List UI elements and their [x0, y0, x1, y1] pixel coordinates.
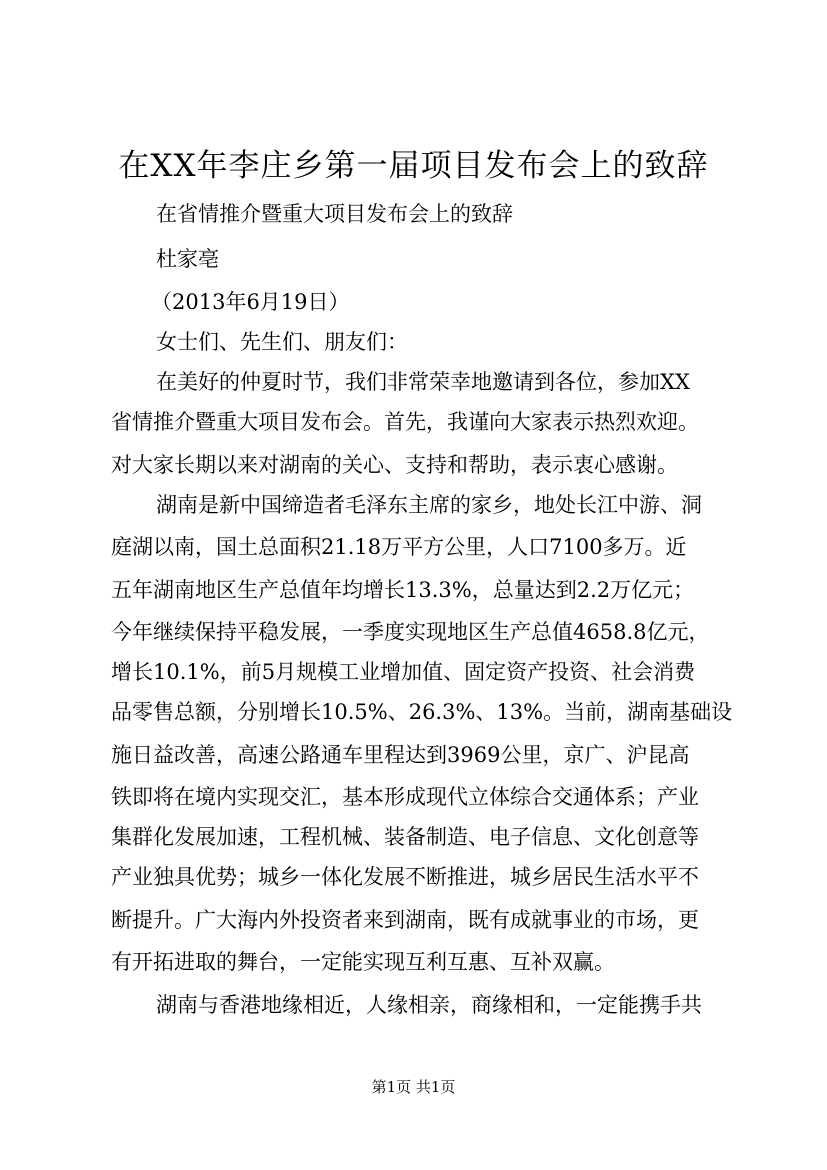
- paragraph-line: 今年继续保持平稳发展，一季度实现地区生产总值4658.8亿元，: [111, 620, 710, 644]
- paragraph-line: 在美好的仲夏时节，我们非常荣幸地邀请到各位，参加XX: [156, 370, 690, 394]
- paragraph-line: 集群化发展加速，工程机械、装备制造、电子信息、文化创意等: [111, 825, 699, 849]
- paragraph-line: 五年湖南地区生产总值年均增长13.3%，总量达到2.2万亿元；: [111, 578, 695, 602]
- author: 杜家亳: [156, 247, 219, 271]
- page-number: 第1页 共1页: [371, 1078, 456, 1096]
- paragraph-line: 庭湖以南，国土总面积21.18万平方公里，人口7100多万。近: [111, 535, 687, 559]
- paragraph-line: 施日益改善，高速公路通车里程达到3969公里，京广、沪昆高: [111, 743, 690, 767]
- paragraph-line: 湖南与香港地缘相近，人缘相亲，商缘相和，一定能携手共: [156, 993, 702, 1017]
- paragraph-line: 有开拓进取的舞台，一定能实现互利互惠、互补双赢。: [111, 950, 615, 974]
- paragraph-line: 产业独具优势；城乡一体化发展不断推进，城乡居民生活水平不: [111, 865, 699, 889]
- paragraph-line: 湖南是新中国缔造者毛泽东主席的家乡，地处长江中游、洞: [156, 493, 702, 517]
- salutation: 女士们、先生们、朋友们：: [156, 330, 408, 354]
- date: （2013年6月19日）: [151, 290, 350, 314]
- subtitle: 在省情推介暨重大项目发布会上的致辞: [156, 202, 513, 226]
- paragraph-line: 对大家长期以来对湖南的关心、支持和帮助，表示衷心感谢。: [111, 453, 678, 477]
- document-title: 在XX年李庄乡第一届项目发布会上的致辞: [118, 148, 709, 184]
- paragraph-line: 铁即将在境内实现交汇，基本形成现代立体综合交通体系；产业: [111, 785, 699, 809]
- paragraph-line: 品零售总额，分别增长10.5%、26.3%、13%。当前，湖南基础设: [111, 700, 733, 724]
- paragraph-line: 断提升。广大海内外投资者来到湖南，既有成就事业的市场，更: [111, 908, 699, 932]
- paragraph-line: 省情推介暨重大项目发布会。首先，我谨向大家表示热烈欢迎。: [111, 410, 699, 434]
- paragraph-line: 增长10.1%，前5月规模工业增加值、固定资产投资、社会消费: [111, 660, 696, 684]
